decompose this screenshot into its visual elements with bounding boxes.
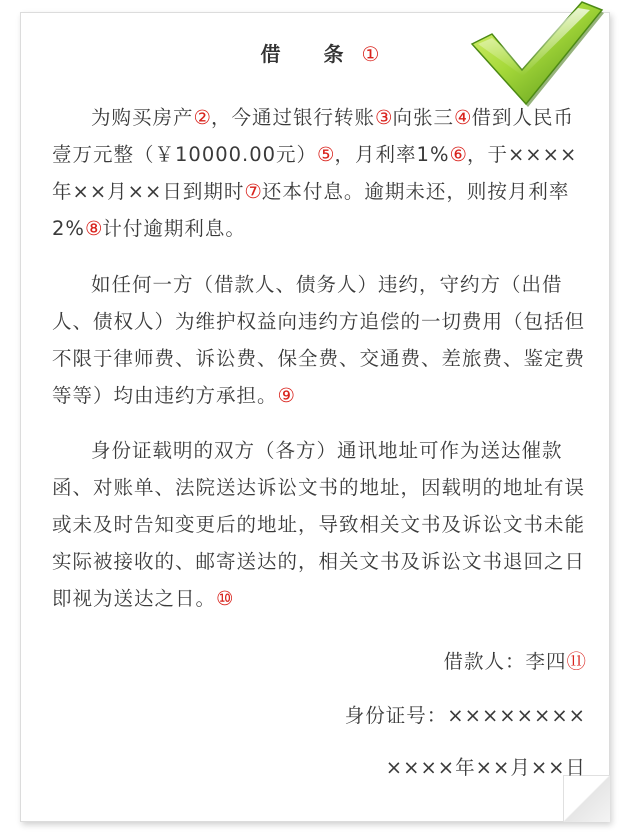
page-curl — [563, 775, 610, 822]
text-segment: ，今通过银行转账 — [211, 106, 376, 129]
annotation-marker-7: ⑦ — [244, 180, 262, 203]
document-date: ××××年××月××日 — [385, 756, 586, 779]
title-text: 借 条 — [260, 42, 362, 66]
text-segment: 如任何一方（借款人、债务人）违约，守约方（出借人、债权人）为维护权益向违约方追偿的一切费用（包括但不限于律师费、诉讼费、保全费、交通费、差旅费、鉴定费等等）均由违约方承担。 — [52, 273, 586, 407]
annotation-marker-11: ⑪ — [566, 650, 586, 673]
text-segment: 为购买房产 — [91, 106, 194, 129]
borrower-signature — [443, 646, 586, 674]
annotation-marker-6: ⑥ — [449, 143, 467, 166]
text-segment: 身份证载明的双方（各方）通讯地址可作为送达催款函、对账单、法院送达诉讼文书的地址，因载明的地址有误或未及时告知变更后的地址，导致相关文书及诉讼文书未能实际被接收的、邮寄送达的，相关文书及诉讼文书退回之日即视为送达之日。 — [52, 439, 586, 610]
annotation-marker-5: ⑤ — [317, 143, 335, 166]
id-number: 身份证号：×××××××× — [344, 704, 586, 727]
text-segment: ，月利率1% — [334, 143, 450, 166]
service-address-paragraph — [52, 432, 592, 617]
annotation-marker-1: ① — [361, 42, 380, 66]
breach-clause-paragraph — [52, 266, 592, 414]
text-segment: 向张三 — [392, 106, 455, 129]
document-title — [0, 38, 640, 67]
text-segment: ，于××××年××月××日到期时 — [52, 143, 578, 203]
annotation-marker-10: ⑩ — [216, 587, 234, 610]
borrower-label: 借款人：李四 — [443, 650, 567, 673]
annotation-marker-9: ⑨ — [277, 384, 295, 407]
text-segment: 借到人民币壹万元整（￥10000.00元） — [52, 106, 575, 166]
annotation-marker-3: ③ — [375, 106, 393, 129]
annotation-marker-8: ⑧ — [84, 217, 103, 240]
loan-terms-paragraph — [52, 99, 592, 247]
text-segment: 计付逾期利息。 — [102, 217, 246, 240]
annotation-marker-2: ② — [193, 106, 211, 129]
text-segment: 还本付息。逾期未还，则按月利率2% — [52, 180, 570, 240]
annotation-marker-4: ④ — [454, 106, 472, 129]
